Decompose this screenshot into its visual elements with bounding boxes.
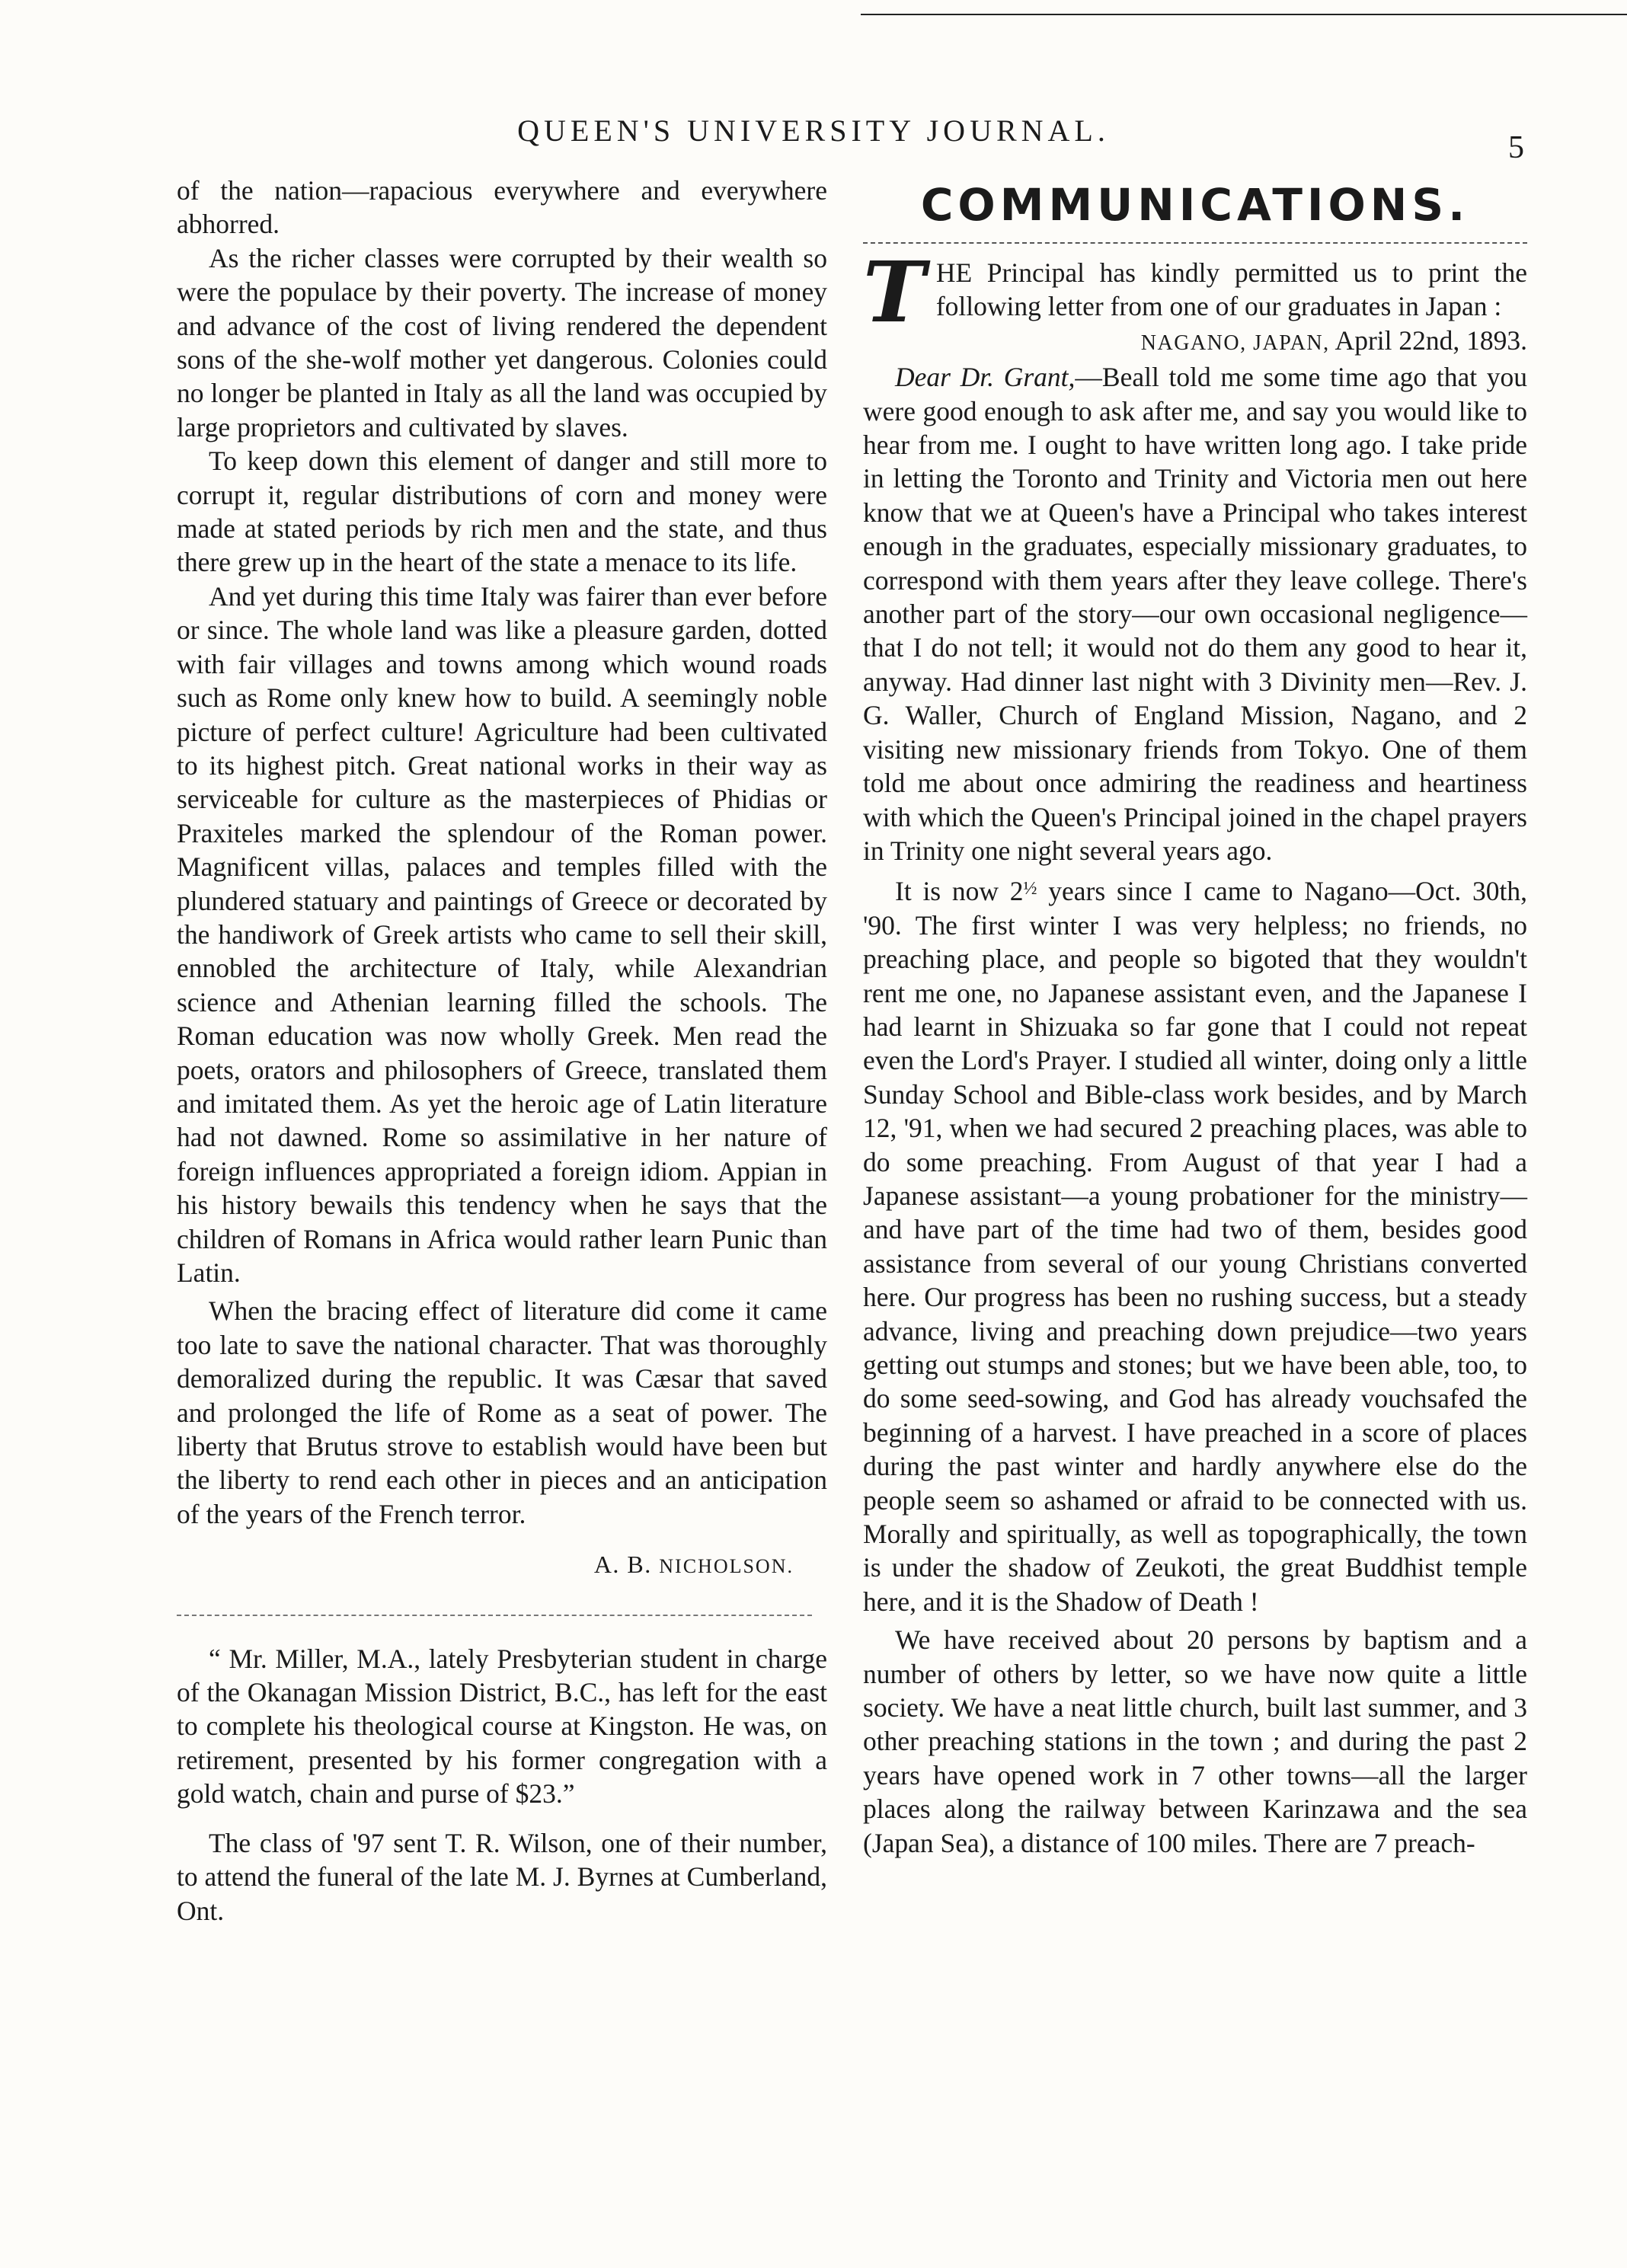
dateline-place: NAGANO, JAPAN, xyxy=(1140,331,1330,355)
letter-paragraph xyxy=(863,360,1527,867)
letter-paragraph xyxy=(863,872,1527,1618)
page-number: 5 xyxy=(1508,130,1524,165)
letter-text: —Beall told me some time ago that you were good enough to ask after me, and say you would like to hear from me. I ought to have written long ago. I take pride in letting the Toronto and Trinity and Victoria men out here know that we at Queen's have a Principal who takes interest enough in the graduates, especially missionary graduates, to correspond with them years after they leave college. There's another part of the story—our own occasional negligence—that I do not tell; it would not do them any good to hear it, anyway. Had dinner last night with 3 Divinity men—Rev. J. G. Waller, Church of England Mission, Nagano, and 2 visiting new missionary friends from Tokyo. One of them told me about once admiring the readiness and heartiness with which the Queen's Principal joined in the chapel prayers in Trinity one night several years ago. xyxy=(863,362,1527,866)
section-title: COMMUNICATIONS. xyxy=(920,179,1470,231)
signature-name: NICHOLSON. xyxy=(659,1555,794,1578)
author-signature xyxy=(177,1548,794,1583)
dateline-date: April 22nd, 1893. xyxy=(1329,324,1527,356)
title-rule xyxy=(863,242,1527,244)
fraction: ½ xyxy=(1023,879,1037,899)
right-column xyxy=(863,174,1527,1860)
paragraph: As the richer classes were corrupted by their wealth so were the populace by their poverty. The increase of money and advance of the cost of living rendered the dependent sons of the she-wolf mother yet dangerous. Colonies could no longer be planted in Italy as all the land was occupied by large proprietors and cultivated by slaves. xyxy=(177,242,827,442)
paragraph: And yet during this time Italy was fairer than ever before or since. The whole land was like a pleasure garden, dotted with fair villages and towns among which wound roads such as Rome only knew how to build. A seemingly noble picture of perfect culture! Agriculture had been cultivated to its highest pitch. Great national works in their way as serviceable for culture as the masterpieces of Phidias or Praxiteles marked the splendour of the Roman power. Magnificent villas, palaces and temples filled with the plundered statuary and paintings of Greece or decorated by the handiwork of Greek artists who came to sell their skill, ennobled the architecture of Italy, while Alexandrian science and Athenian learning filled the schools. The Roman education was now wholly Greek. Men read the poets, orators and philosophers of Greece, translated them and imitated them. As yet the heroic age of Latin literature had not dawned. Rome so assimilative in her nature of foreign influences appropriated a foreign idiom. Appian in his history bewails this tendency when he says that the children of Romans in Africa would rather learn Punic than Latin. xyxy=(177,580,827,1288)
paragraph: To keep down this element of danger and still more to corrupt it, regular distributions of corn and money were made at stated periods by rich men and the state, and thus there grew up in the heart of the state a menace to its life. xyxy=(177,446,827,578)
paragraph-continued: of the nation—rapacious everywhere and everywhere abhorred. xyxy=(177,175,827,240)
running-head: QUEEN'S UNIVERSITY JOURNAL. xyxy=(517,113,1110,148)
paragraph: When the bracing effect of literature did come it came too late to save the national character. That was thoroughly demoralized during the republic. It was Cæsar that saved and prolonged the life of Rome as a seat of power. The liberty that Brutus strove to establish would have been but the liberty to rend each other in pieces and an anticipation of the years of the French terror. xyxy=(177,1295,827,1529)
news-quote: “ Mr. Miller, M.A., lately Presbyterian student in charge of the Okanagan Mission District, B.C., has left for the east to complete his theological course at Kingston. He was, on retirement, presented by his former congregation with a gold watch, chain and purse of $23.” xyxy=(177,1643,827,1810)
intro-text: HE Principal has kindly permitted us to print the following letter from one of our graduates in Japan : xyxy=(935,257,1527,322)
drop-cap: T xyxy=(863,243,925,341)
letter-dateline xyxy=(863,324,1527,360)
news-note: The class of '97 sent T. R. Wilson, one of their number, to attend the funeral of the late M. J. Byrnes at Cumberland, Ont. xyxy=(177,1827,827,1926)
salutation: Dear Dr. Grant, xyxy=(895,362,1076,393)
left-column xyxy=(177,174,827,1928)
letter-paragraph: We have received about 20 persons by baptism and a number of others by letter, so we have now quite a little society. We have a neat little church, built last summer, and 3 other preaching stations in the town ; and during the past 2 years have opened work in 7 other towns—all the larger places along the railway between Karinzawa and the sea (Japan Sea), a distance of 100 miles. There are 7 preach- xyxy=(863,1624,1527,1858)
letter-text: years since I came to Nagano—Oct. 30th, '90. The first winter I was very helpless; no friends, no preaching place, and people so bigoted that they wouldn't rent me one, no Japanese assistant even, and the Japanese I had learnt in Shizuaka so far gone that I could not repeat even the Lord's Prayer. I studied all winter, doing only a little Sunday School and Bible-class work besides, and by March 12, '91, when we had secured 2 preaching places, was able to do some preaching. From August of that year I had a Japanese assistant—a young probationer for the ministry—and have part of the time had two of them, besides good assistance from several of our young Christians converted here. Our progress has been no rushing success, but a steady advance, living and preaching down prejudice—two years getting out stumps and stones; but we have been able, too, to do some seed-sowing, and God has already vouchsafed the beginning of a harvest. I have preached in a score of places during the past winter and hardly anywhere else do the people seem so ashamed or afraid to be connected with us. Morally and spiritually, as well as topographically, the town is under the shadow of Zeukoti, the great Buddhist temple here, and it is the Shadow of Death ! xyxy=(863,876,1528,1617)
letter-text: It is now 2 xyxy=(895,876,1024,907)
top-edge-rule xyxy=(861,14,1627,15)
signature-initials: A. B. xyxy=(593,1551,660,1579)
section-divider xyxy=(177,1615,812,1616)
